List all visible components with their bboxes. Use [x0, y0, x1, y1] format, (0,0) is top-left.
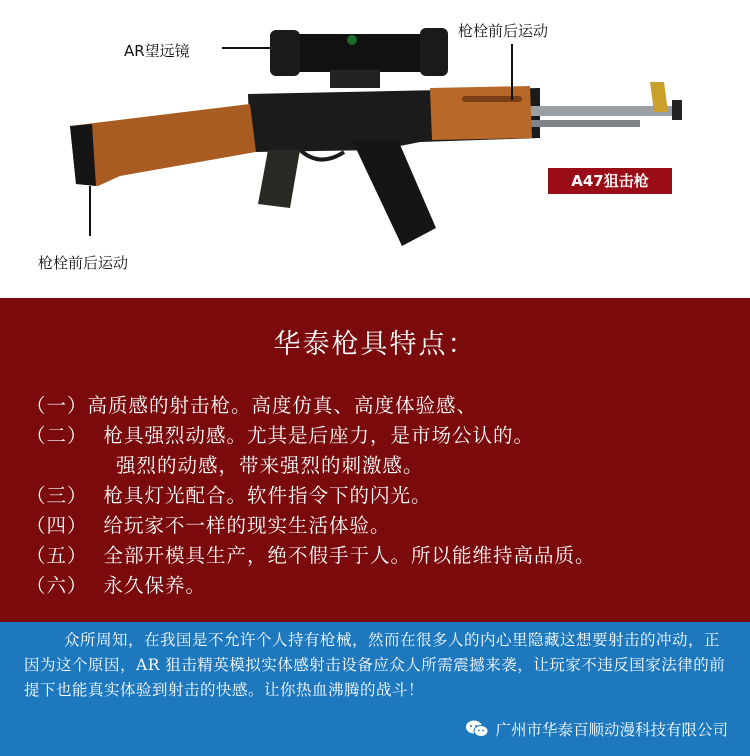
features-title: 华泰枪具特点： — [273, 329, 477, 360]
footer-panel — [0, 622, 750, 756]
feature-item-6: （六） 永久保养。 — [26, 574, 207, 597]
feature-item-5: （五） 全部开模具生产，绝不假手于人。所以能维持高品质。 — [26, 544, 596, 567]
bolt-label-bottom: 枪栓前后运动 — [38, 254, 129, 272]
company-name: 广州市华泰百顺动漫科技有限公司 — [495, 721, 728, 739]
feature-item-2-cont: 强烈的动感，带来强烈的刺激感。 — [116, 454, 424, 477]
wechat-icon — [465, 719, 489, 739]
bolt-label-top: 枪栓前后运动 — [458, 22, 549, 40]
feature-item-2: （二） 枪具强烈动感。尤其是后座力，是市场公认的。 — [26, 424, 535, 447]
company-credit — [465, 718, 728, 740]
product-image-panel — [0, 0, 750, 298]
scope-label: AR望远镜 — [124, 42, 190, 60]
model-badge: A47狙击枪 — [548, 168, 672, 194]
feature-item-4: （四） 给玩家不一样的现实生活体验。 — [26, 514, 391, 537]
feature-item-1: （一）高质感的射击枪。高度仿真、高度体验感、 — [26, 394, 478, 417]
feature-item-3: （三） 枪具灯光配合。软件指令下的闪光。 — [26, 484, 432, 507]
features-panel — [0, 298, 750, 622]
footer-paragraph: 众所周知，在我国是不允许个人持有枪械，然而在很多人的内心里隐藏这想要射击的冲动，正因为这个原因，AR 狙击精英模拟实体感射击设备应众人所需震撼来袭，让玩家不违反国家法律的前提下也能真实体验到射击的快感。让你热血沸腾的战斗！ — [24, 631, 726, 699]
